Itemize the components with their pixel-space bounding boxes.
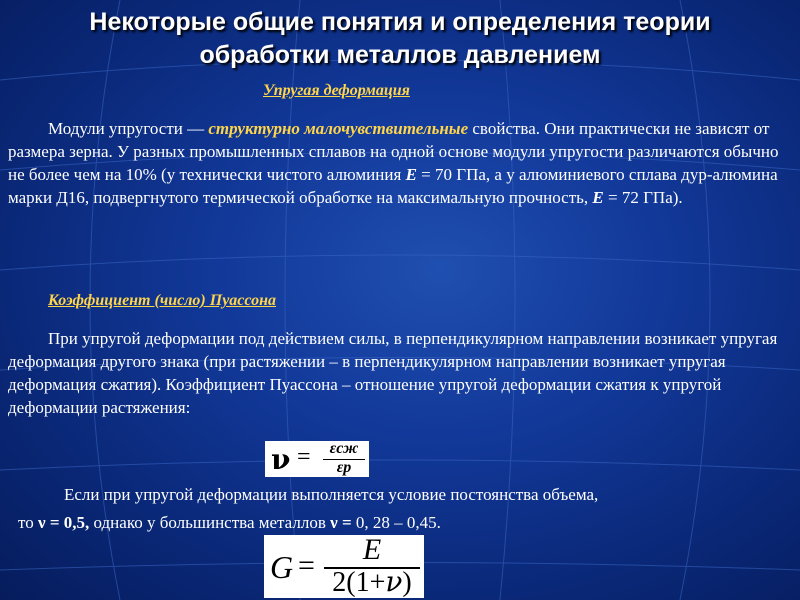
paragraph-text: = 72 ГПа). — [603, 188, 683, 207]
symbol-e: E — [592, 188, 604, 207]
section-heading-poisson: Коэффициент (число) Пуассона — [48, 292, 276, 309]
slide-title-line-2: обработки металлов давлением — [199, 41, 601, 69]
formula-nu-symbol: ν — [271, 443, 291, 476]
formula-denominator: εр — [336, 459, 352, 476]
slide-title-line-1: Некоторые общие понятия и определения теории — [89, 8, 711, 36]
paragraph-text: = 70 ГПа, а у алюминиевого сплава дур-алюмина марки Д16, подвергнутого термической обработке на максимальную прочность, — [8, 165, 778, 207]
symbol-e: E — [405, 165, 417, 184]
poisson-paragraph: При упругой деформации под действием силы, в перпендикулярном направлении возникает упругая деформация другого знака (при растяжении – в перпендикулярном направлении возникает упругая деформация сжатия). Коэффициент Пуассона – отношение упругой деформации сжатия к упругой деформации растяжения: — [8, 329, 778, 417]
paragraph-text: Модули упругости — — [48, 119, 209, 138]
denominator-nu: ν — [385, 565, 403, 598]
denominator-text: ) — [402, 567, 412, 598]
denominator-text: 2(1+ — [332, 567, 386, 598]
paragraph-text: то — [18, 513, 38, 532]
slide-title — [0, 6, 800, 72]
volume-condition-paragraph — [18, 481, 790, 537]
formula-numerator: E — [362, 533, 382, 566]
poisson-formula — [265, 441, 369, 477]
elastic-modulus-paragraph — [8, 117, 790, 209]
paragraph-text: однако у большинства металлов — [89, 513, 331, 532]
shear-modulus-formula — [264, 535, 424, 598]
formula-numerator: εсж — [329, 440, 359, 457]
paragraph-text: 0, 28 – 0,45. — [351, 513, 441, 532]
paragraph-line: Если при упругой деформации выполняется условие постоянства объема, — [64, 485, 599, 504]
formula-equals: = — [297, 444, 311, 470]
formula-equals: = — [298, 549, 315, 582]
emphasis-text: структурно малочувствительные — [208, 119, 469, 138]
section-heading-elastic-deformation: Упругая деформация — [263, 82, 410, 99]
nu-symbol: ν = — [330, 513, 352, 532]
nu-value: ν = 0,5, — [37, 513, 90, 532]
formula-denominator — [324, 565, 420, 599]
paragraph-text: свойства. Они практически не зависят от размера зерна. У разных промышленных сплавов на одной основе модули упругости различаются обычно не более чем на 10% (у технически чистого алюминия — [8, 119, 779, 184]
formula-g-symbol: G — [270, 549, 294, 585]
